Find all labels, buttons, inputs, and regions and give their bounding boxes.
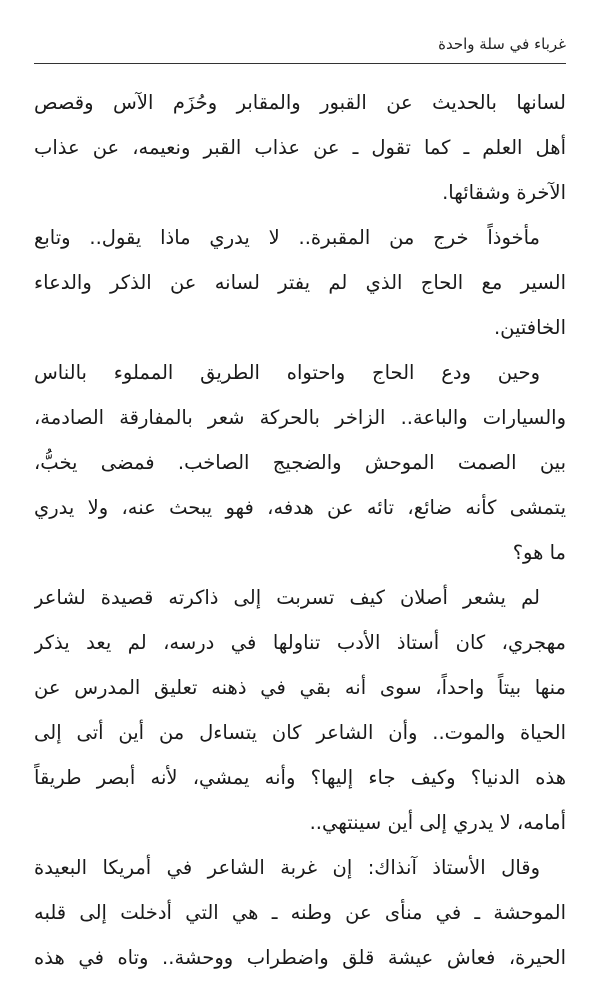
text-line: السير مع الحاج الذي لم يفتر لسانه عن الذكر والدعاء <box>34 271 566 294</box>
text-line: بين الصمت الموحش والضجيج الصاخب. فمضى يخبُّ، <box>34 451 566 474</box>
text-line: مهجري، كان أستاذ الأدب تناولها في درسه، لم يعد يذكر <box>34 631 566 654</box>
text-line: أهل العلم ـ كما تقول ـ عن عذاب القبر ونعيمه، عن عذاب <box>34 136 566 159</box>
text-line: الآخرة وشقائها. <box>442 181 566 204</box>
header-rule <box>34 63 566 64</box>
paragraph <box>34 350 566 575</box>
text-line: وحين ودع الحاج واحتواه الطريق المملوء بالناس <box>34 361 540 384</box>
paragraph <box>34 575 566 845</box>
paragraph <box>34 845 566 980</box>
body-text <box>34 80 566 980</box>
text-line: الحيرة، فعاش عيشة قلق واضطراب ووحشة.. وتاه في هذه <box>34 946 566 969</box>
text-line: لم يشعر أصلان كيف تسربت إلى ذاكرته قصيدة لشاعر <box>34 586 540 609</box>
text-line: ما هو؟ <box>512 541 566 564</box>
text-line: الخافتين. <box>493 316 566 339</box>
text-line: والسيارات والباعة.. الزاخر بالحركة شعر بالمفارقة الصادمة، <box>34 406 566 429</box>
text-line: أمامه، لا يدري إلى أين سينتهي.. <box>309 811 566 834</box>
text-line: هذه الدنيا؟ وكيف جاء إليها؟ وأنه يمشي، لأنه أبصر طريقاً <box>34 766 566 789</box>
text-line: الحياة والموت.. وأن الشاعر كان يتساءل من أين أتى إلى <box>34 721 566 744</box>
paragraph <box>34 80 566 215</box>
paragraph <box>34 215 566 350</box>
text-line: الموحشة ـ في منأى عن وطنه ـ هي التي أدخلت إلى قلبه <box>34 901 566 924</box>
text-line: وقال الأستاذ آنذاك: إن غربة الشاعر في أمريكا البعيدة <box>34 856 540 879</box>
text-line: لسانها بالحديث عن القبور والمقابر وحُزَم الآس وقصص <box>34 91 566 114</box>
text-line: يتمشى كأنه ضائع، تائه عن هدفه، فهو يبحث عنه، ولا يدري <box>34 496 566 519</box>
text-line: مأخوذاً خرج من المقبرة.. لا يدري ماذا يقول.. وتابع <box>34 226 540 249</box>
running-header: غرباء في سلة واحدة <box>438 35 566 53</box>
text-line: منها بيتاً واحداً، سوى أنه بقي في ذهنه تعليق المدرس عن <box>34 676 566 699</box>
